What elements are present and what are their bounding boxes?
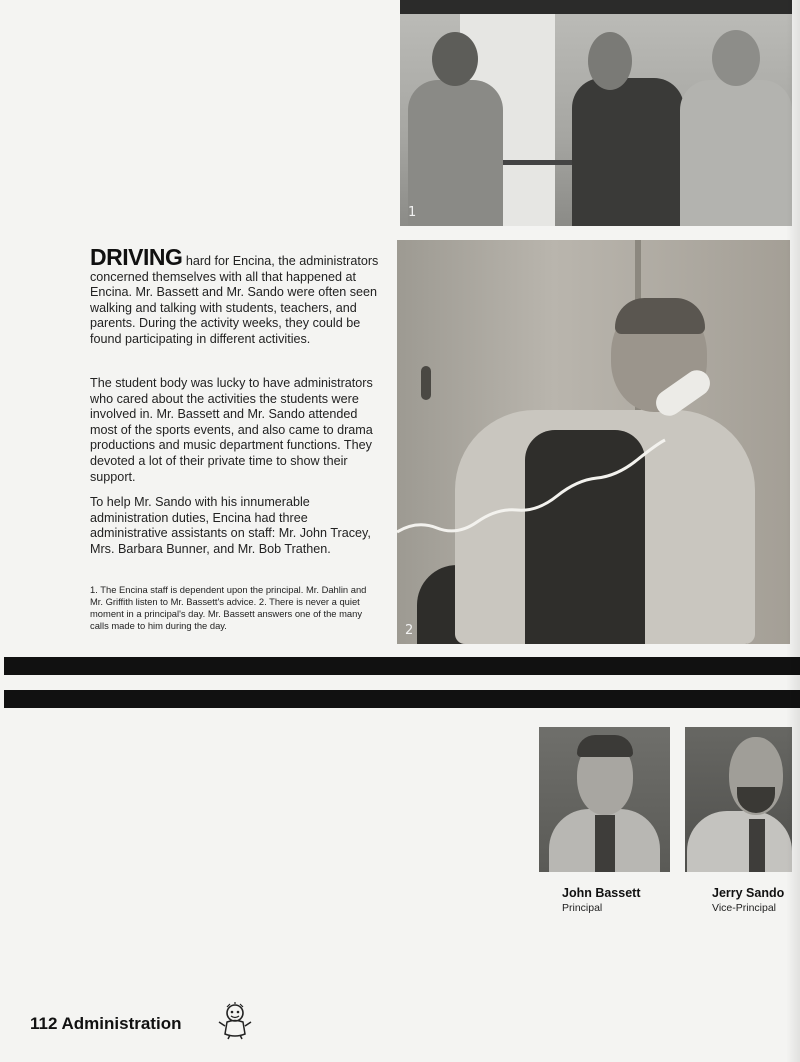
page-edge-shadow — [786, 0, 800, 1062]
page-footer-label: 112 Administration — [30, 1014, 182, 1033]
portrait-john-bassett — [539, 727, 670, 872]
mascot-icon — [217, 1002, 253, 1040]
portrait-title-bassett: Principal — [562, 902, 603, 914]
portrait-name-bassett: John Bassett — [562, 886, 641, 900]
photo-number-2: 2 — [405, 623, 414, 638]
divider-bar-top — [4, 657, 800, 675]
portrait-jerry-sando — [685, 727, 792, 872]
article-paragraph-3: To help Mr. Sando with his innumerable administration duties, Encina had three administrative assistants on staff: Mr. John Tracey, Mrs. Barbara Bunner, and Mr. Bob Trathen. — [90, 495, 371, 556]
portrait-title-sando: Vice-Principal — [712, 902, 776, 914]
portrait-name-sando: Jerry Sando — [712, 886, 785, 900]
paragraph-1-text: hard for Encina, the administrators concerned themselves with all that happened at Encina. Mr. Bassett and Mr. Sando were often seen walking and talking with students, teachers, and parents. During the activity weeks, they could be found participating in different activities. — [90, 254, 379, 346]
lead-word: DRIVING — [90, 244, 183, 270]
article-paragraph-1 — [90, 244, 382, 348]
article-paragraph-2: The student body was lucky to have administrators who cared about the activities the students were involved in. Mr. Bassett and Mr. Sando attended most of the sports events, and also came to drama productions and music department functions. They devoted a lot of their private time to show their support. — [90, 376, 373, 484]
divider-bar-bottom — [4, 690, 800, 708]
photo-number-1: 1 — [408, 205, 417, 220]
photo-principal-on-phone — [397, 240, 790, 644]
phone-cord-icon — [397, 240, 790, 644]
photo-staff-conversation — [400, 0, 792, 226]
photo-caption: 1. The Encina staff is dependent upon the principal. Mr. Dahlin and Mr. Griffith listen to Mr. Bassett's advice. 2. There is never a quiet moment in a principal's day. Mr. Bassett answers one of the many calls made to him during the day. — [90, 584, 367, 631]
